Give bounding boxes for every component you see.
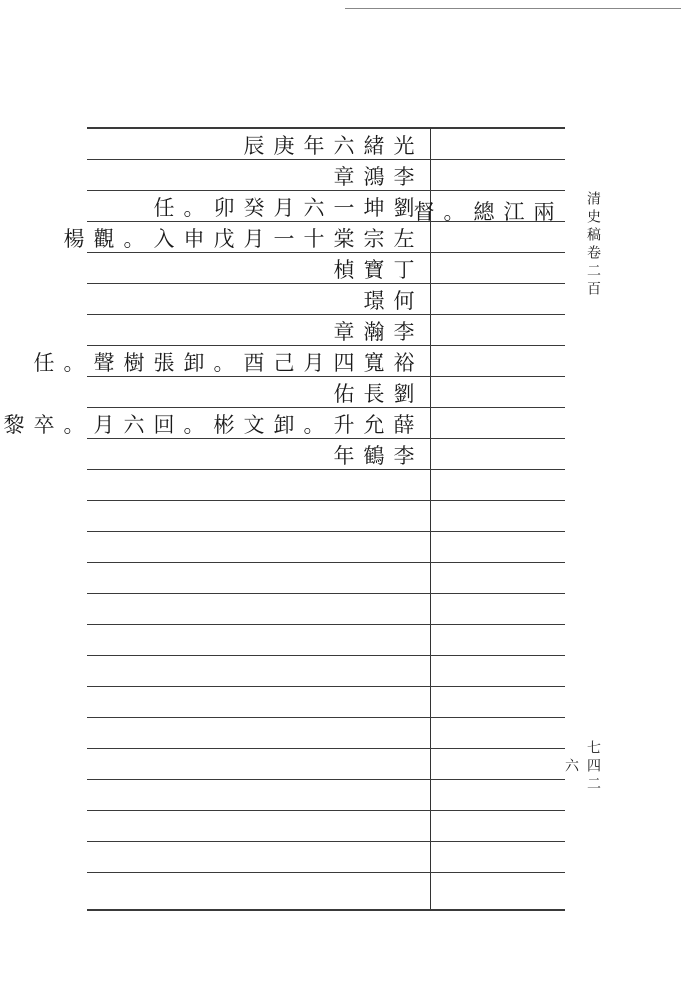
character: 月 xyxy=(303,351,325,375)
character: 戊 xyxy=(213,227,235,251)
character: 卒 xyxy=(33,413,55,437)
character: 六 xyxy=(333,134,355,158)
row-text xyxy=(239,133,419,157)
character: 。 xyxy=(183,413,205,437)
character: 允 xyxy=(363,413,385,437)
row-text xyxy=(329,164,419,188)
character: 棠 xyxy=(333,227,355,251)
character: 一 xyxy=(273,227,295,251)
character: 四 xyxy=(333,351,355,375)
character: 一 xyxy=(333,196,355,220)
character: 年 xyxy=(303,134,325,158)
row-separator xyxy=(87,810,565,811)
character: 辰 xyxy=(243,134,265,158)
row-text xyxy=(329,319,419,343)
table-bottom-border xyxy=(87,909,565,911)
character: 瀚 xyxy=(363,320,385,344)
table-row xyxy=(87,253,425,285)
character: 江 xyxy=(503,200,525,224)
row-separator xyxy=(87,872,565,873)
character: 黎 xyxy=(3,413,25,437)
character: 任 xyxy=(33,351,55,375)
table-row xyxy=(63,222,425,254)
character: 癸 xyxy=(243,196,265,220)
table-row xyxy=(87,284,425,316)
right-column-title xyxy=(409,199,559,223)
character: 何 xyxy=(393,289,415,313)
column-divider xyxy=(430,128,431,910)
character: 李 xyxy=(393,320,415,344)
character: 李 xyxy=(393,165,415,189)
character: 璟 xyxy=(363,289,385,313)
character: 寬 xyxy=(363,351,385,375)
character: 李 xyxy=(393,444,415,468)
row-text xyxy=(59,226,419,250)
row-separator xyxy=(87,717,565,718)
row-text xyxy=(29,350,419,374)
character: 宗 xyxy=(363,227,385,251)
character: 彬 xyxy=(213,413,235,437)
character: 。 xyxy=(443,200,465,224)
character: 薛 xyxy=(393,413,415,437)
character: 緒 xyxy=(363,134,385,158)
table-row xyxy=(87,191,425,223)
page-number: 七四二六 xyxy=(563,740,601,794)
character: 。 xyxy=(123,227,145,251)
character: 佑 xyxy=(333,382,355,406)
character: 升 xyxy=(333,413,355,437)
row-text xyxy=(329,381,419,405)
table-row xyxy=(87,439,425,471)
row-separator xyxy=(87,779,565,780)
character: 坤 xyxy=(363,196,385,220)
character: 任 xyxy=(153,196,175,220)
character: 兩 xyxy=(533,200,555,224)
character: 文 xyxy=(243,413,265,437)
character: 楨 xyxy=(333,258,355,282)
character: 十 xyxy=(303,227,325,251)
character: 張 xyxy=(153,351,175,375)
character: 酉 xyxy=(243,351,265,375)
table-row xyxy=(87,315,425,347)
right-column-title-cell xyxy=(413,195,565,227)
character: 。 xyxy=(63,351,85,375)
character: 劉 xyxy=(393,382,415,406)
character: 己 xyxy=(273,351,295,375)
character: 楊 xyxy=(63,227,85,251)
character: 月 xyxy=(243,227,265,251)
character: 聲 xyxy=(93,351,115,375)
row-separator xyxy=(87,562,565,563)
character: 六 xyxy=(123,413,145,437)
character: 。 xyxy=(303,413,325,437)
row-text xyxy=(329,443,419,467)
character: 卸 xyxy=(273,413,295,437)
row-separator xyxy=(87,593,565,594)
character: 長 xyxy=(363,382,385,406)
row-separator xyxy=(87,624,565,625)
character: 。 xyxy=(63,413,85,437)
character: 回 xyxy=(153,413,175,437)
character: 卸 xyxy=(183,351,205,375)
row-text xyxy=(149,195,419,219)
character: 章 xyxy=(333,320,355,344)
table-row xyxy=(87,129,425,161)
table-row xyxy=(87,160,425,192)
character: 觀 xyxy=(93,227,115,251)
table-row xyxy=(33,346,425,378)
row-text xyxy=(359,288,419,312)
character: 鶴 xyxy=(363,444,385,468)
character: 年 xyxy=(333,444,355,468)
row-separator xyxy=(87,686,565,687)
character: 左 xyxy=(393,227,415,251)
character: 劉 xyxy=(393,196,415,220)
character: 六 xyxy=(303,196,325,220)
row-text xyxy=(329,257,419,281)
row-separator xyxy=(87,748,565,749)
character: 月 xyxy=(93,413,115,437)
character: 入 xyxy=(153,227,175,251)
row-text xyxy=(0,412,419,436)
top-rule xyxy=(345,8,681,9)
character: 裕 xyxy=(393,351,415,375)
character: 樹 xyxy=(123,351,145,375)
character: 申 xyxy=(183,227,205,251)
character: 丁 xyxy=(393,258,415,282)
character: 光 xyxy=(393,134,415,158)
character: 鴻 xyxy=(363,165,385,189)
character: 寶 xyxy=(363,258,385,282)
character: 總 xyxy=(473,200,495,224)
row-separator xyxy=(87,500,565,501)
table-row xyxy=(87,377,425,409)
side-header: 清史稿卷二百 xyxy=(585,191,601,299)
row-separator xyxy=(87,531,565,532)
character: 庚 xyxy=(273,134,295,158)
character: 月 xyxy=(273,196,295,220)
character: 督 xyxy=(413,200,435,224)
character: 章 xyxy=(333,165,355,189)
character: 。 xyxy=(213,351,235,375)
table-row xyxy=(3,408,425,440)
row-separator xyxy=(87,841,565,842)
row-separator xyxy=(87,655,565,656)
character: 。 xyxy=(183,196,205,220)
character: 卯 xyxy=(213,196,235,220)
